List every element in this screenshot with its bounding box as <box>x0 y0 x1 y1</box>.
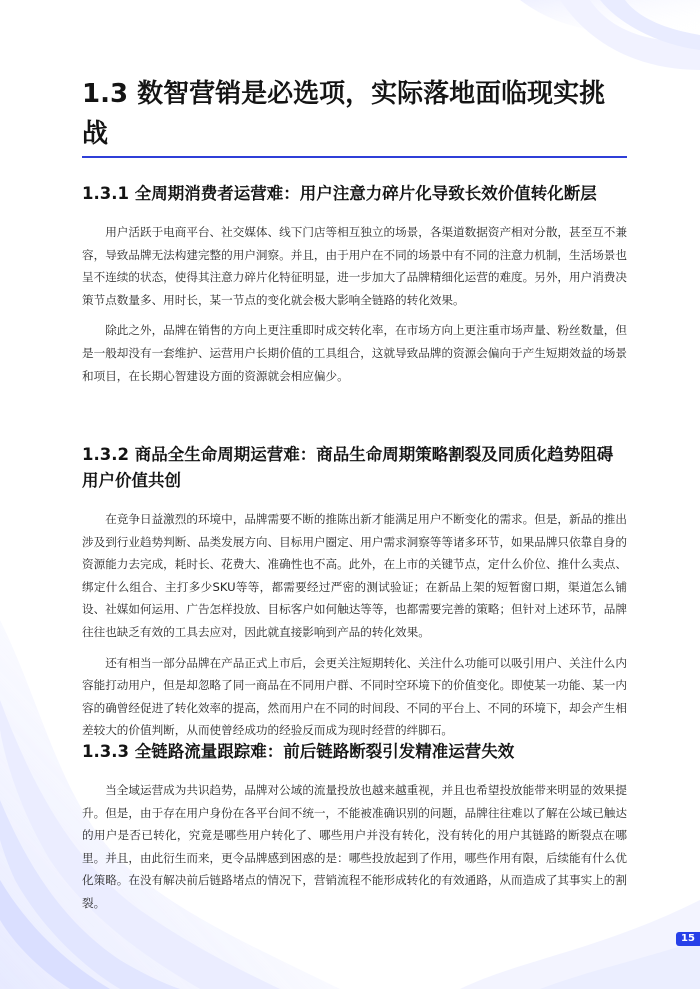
title-divider <box>82 156 627 158</box>
section-heading: 1.3.2 商品全生命周期运营难：商品生命周期策略割裂及同质化趋势阻碍用户价值共创 <box>82 445 614 490</box>
paragraph: 除此之外，品牌在销售的方向上更注重即时成交转化率，在市场方向上更注重市场声量、粉丝数量，但是一般却没有一套维护、运营用户长期价值的工具组合，这就导致品牌的资源会偏向于产生短期效益的场景和项目，在长期心智建设方面的资源就会相应偏少。 <box>82 323 627 383</box>
paragraph: 在竞争日益激烈的环境中，品牌需要不断的推陈出新才能满足用户不断变化的需求。但是，新品的推出涉及到行业趋势判断、品类发展方向、目标用户圈定、用户需求洞察等等诸多环节，如果品牌只依靠自身的资源能力去完成，耗时长、花费大、准确性也不高。此外，在上市的关键节点，定什么价位、推什么卖点、绑定什么组合、主打多少SKU等等，都需要经过严密的测试验证；在新品上架的短暂窗口期，渠道怎么铺设、社媒如何运用、广告怎样投放、目标客户如何触达等等，也都需要完善的策略；但针对上述环节，品牌往往也缺乏有效的工具去应对，因此就直接影响到产品的转化效果。 <box>82 512 627 639</box>
section-1-3-1 <box>82 181 627 395</box>
section-1-3-2 <box>82 442 627 750</box>
top-right-wave-decoration <box>520 0 700 70</box>
section-heading: 1.3.3 全链路流量跟踪难：前后链路断裂引发精准运营失效 <box>82 742 515 761</box>
section-1-3-3 <box>82 739 627 923</box>
page-number-badge: 15 <box>676 932 700 946</box>
paragraph: 用户活跃于电商平台、社交媒体、线下门店等相互独立的场景，各渠道数据资产相对分散，甚至互不兼容，导致品牌无法构建完整的用户洞察。并且，由于用户在不同的场景中有不同的注意力机制，生活场景也呈不连续的状态，使得其注意力碎片化特征明显，进一步加大了品牌精细化运营的难度。另外，用户消费决策节点数量多、用时长，某一节点的变化就会极大影响全链路的转化效果。 <box>82 225 627 307</box>
section-heading: 1.3.1 全周期消费者运营难：用户注意力碎片化导致长效价值转化断层 <box>82 184 597 203</box>
paragraph: 还有相当一部分品牌在产品正式上市后，会更关注短期转化、关注什么功能可以吸引用户、关注什么内容能打动用户，但是却忽略了同一商品在不同用户群、不同时空环境下的价值变化。即使某一功能、某一内容的确曾经促进了转化效率的提高，然而用户在不同的时间段、不同的平台上、不同的环境下，却会产生相差较大的价值判断，从而使曾经成功的经验反而成为现时经营的绊脚石。 <box>82 655 627 738</box>
page-title: 1.3 数智营销是必选项，实际落地面临现实挑战 <box>82 79 606 149</box>
paragraph: 当全域运营成为共识趋势，品牌对公域的流量投放也越来越重视，并且也希望投放能带来明显的效果提升。但是，由于存在用户身份在各平台间不统一，不能被准确识别的问题，品牌往往难以了解在公域已触达的用户是否已转化，究竟是哪些用户转化了、哪些用户并没有转化，没有转化的用户其链路的断裂点在哪里。并且，由此衍生而来，更令品牌感到困惑的是：哪些投放起到了作用，哪些作用有限，后续能有什么优化策略。在没有解决前后链路堵点的情况下，营销流程不能形成转化的有效通路，从而造成了其事实上的割裂。 <box>82 783 627 910</box>
